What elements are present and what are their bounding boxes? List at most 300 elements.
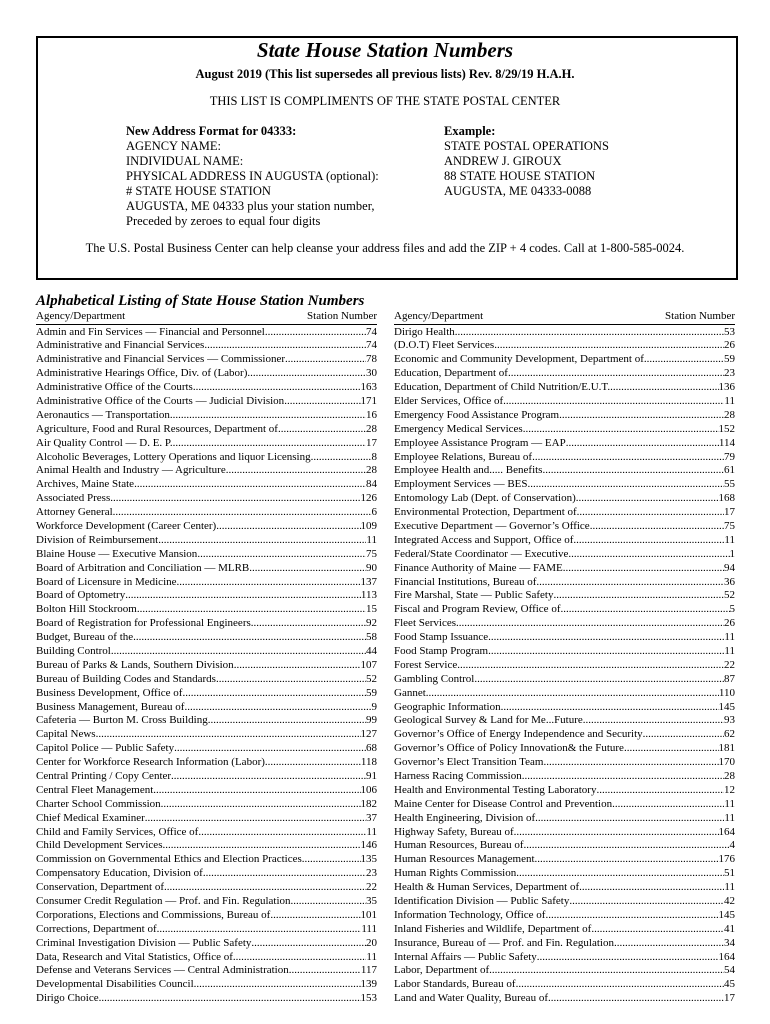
address-format-line: Preceded by zeroes to equal four digits — [126, 214, 321, 228]
agency-name: Inland Fisheries and Wildlife, Department of — [394, 922, 592, 935]
dot-leader — [542, 464, 724, 478]
listing-row — [394, 520, 735, 534]
agency-name: Charter School Commission — [36, 797, 161, 810]
station-number: 22 — [366, 881, 377, 894]
station-number: 110 — [718, 686, 735, 699]
station-number: 54 — [724, 964, 735, 977]
example-line: 88 STATE HOUSE STATION — [444, 169, 596, 183]
listing-row — [394, 367, 735, 381]
agency-name: Administrative and Financial Services — Commissioner — [36, 353, 285, 366]
column-header — [394, 309, 735, 325]
station-number: 106 — [360, 783, 377, 796]
agency-name: Air Quality Control — D. E. P. — [36, 436, 173, 449]
station-number: 126 — [360, 492, 377, 505]
station-number: 11 — [724, 394, 735, 407]
agency-name: Labor, Department of — [394, 964, 490, 977]
listing-row — [36, 881, 377, 895]
station-number: 36 — [724, 575, 735, 588]
agency-name: Education, Department of Child Nutrition/E.U.T. — [394, 381, 611, 394]
listing-row — [394, 395, 735, 409]
dot-leader — [488, 645, 724, 659]
agency-name: Information Technology, Office of — [394, 908, 546, 921]
listing-row — [394, 812, 735, 826]
agency-name: Corrections, Department of — [36, 922, 157, 935]
station-number: 23 — [724, 367, 735, 380]
dot-leader — [249, 562, 366, 576]
listing-row — [36, 451, 377, 465]
listing-row — [36, 687, 377, 701]
agency-name: Finance Authority of Maine — FAME — [394, 561, 563, 574]
station-number: 62 — [724, 728, 735, 741]
agency-name: Business Management, Bureau of — [36, 700, 185, 713]
station-number: 30 — [366, 367, 377, 380]
agency-name: Board of Optometry — [36, 589, 126, 602]
listing-row — [36, 909, 377, 923]
listing-row — [394, 576, 735, 590]
dot-leader — [624, 742, 719, 756]
station-number: 1 — [729, 547, 735, 560]
page-subtitle: August 2019 (This list supersedes all previous lists) Rev. 8/29/19 H.A.H. — [195, 67, 575, 81]
dot-leader — [99, 992, 361, 1006]
station-number: 58 — [366, 631, 377, 644]
station-number: 114 — [718, 436, 735, 449]
dot-leader — [610, 381, 718, 395]
dot-leader — [291, 895, 366, 909]
station-number: 145 — [718, 908, 735, 921]
listing-row — [394, 826, 735, 840]
listing-row — [36, 548, 377, 562]
listing-row — [36, 381, 377, 395]
example-line: AUGUSTA, ME 04333-0088 — [444, 184, 592, 198]
right-rows — [394, 326, 735, 1007]
listing-row — [394, 506, 735, 520]
listing-row — [36, 617, 377, 631]
station-number: 91 — [366, 770, 377, 782]
agency-name: Data, Research and Vital Statistics, Office of — [36, 950, 233, 963]
dot-leader — [577, 506, 724, 520]
agency-name: Entomology Lab (Dept. of Conservation) — [394, 492, 576, 505]
agency-name: Highway Safety, Bureau of — [394, 825, 514, 838]
dot-leader — [145, 812, 366, 826]
dot-leader — [614, 937, 724, 951]
listing-row — [394, 784, 735, 798]
listing-row — [36, 326, 377, 340]
station-number: 78 — [366, 353, 377, 366]
agency-name: Defense and Veterans Services — Central Administration — [36, 964, 289, 977]
agency-name: Food Stamp Issuance — [394, 631, 489, 644]
dot-leader — [161, 798, 361, 812]
agency-name: Gannet — [394, 686, 426, 699]
agency-name: Emergency Food Assistance Program — [394, 408, 560, 421]
station-number: 11 — [724, 881, 735, 894]
agency-name: Compensatory Education, Division of — [36, 867, 203, 880]
agency-name: Employment Services — BES — [394, 478, 528, 491]
station-number: 87 — [724, 672, 735, 685]
agency-name: Associated Press — [36, 492, 111, 505]
dot-leader — [194, 978, 361, 992]
agency-name: Central Fleet Management — [36, 783, 154, 796]
agency-name: Archives, Maine State — [36, 478, 135, 491]
dot-leader — [535, 853, 719, 867]
dot-leader — [576, 492, 719, 506]
agency-name: Governor’s Office of Energy Independence and Security — [394, 728, 643, 741]
station-number: 11 — [724, 631, 735, 644]
station-number: 59 — [724, 353, 735, 366]
station-number: 68 — [366, 742, 377, 755]
agency-name: Building Control — [36, 644, 111, 657]
dot-leader — [204, 339, 366, 353]
station-number: 17 — [366, 436, 377, 449]
dot-leader — [522, 770, 724, 784]
listing-row — [36, 673, 377, 687]
dot-leader — [216, 520, 360, 534]
dot-leader — [164, 881, 366, 895]
dot-leader — [573, 534, 724, 548]
station-number: 84 — [366, 478, 377, 491]
station-number: 8 — [371, 450, 377, 463]
station-number: 11 — [724, 644, 735, 657]
dot-leader — [302, 853, 361, 867]
listing-row — [36, 964, 377, 978]
station-number: 11 — [366, 825, 377, 838]
listing-row — [394, 673, 735, 687]
address-format-line: PHYSICAL ADDRESS IN AUGUSTA (optional): — [126, 169, 379, 183]
dot-leader — [566, 437, 719, 451]
agency-name: (D.O.T) Fleet Services — [394, 339, 495, 352]
station-number: 113 — [360, 589, 377, 602]
agency-name: Fire Marshal, State — Public Safety — [394, 589, 554, 602]
postal-note: The U.S. Postal Business Center can help cleanse your address files and add the ZIP + 4 codes. Call at 1-800-585-0024. — [85, 241, 685, 255]
listing-row — [394, 770, 735, 784]
address-format-line: AGENCY NAME: — [126, 139, 222, 153]
station-number: 11 — [366, 950, 377, 963]
listing-row — [36, 603, 377, 617]
dot-leader — [171, 770, 366, 784]
listing-row — [36, 423, 377, 437]
dot-leader — [524, 839, 730, 853]
listing-row — [36, 631, 377, 645]
station-number: 92 — [366, 617, 377, 630]
station-number: 117 — [360, 964, 377, 977]
station-number: 153 — [360, 992, 377, 1005]
agency-column-label: Agency/Department — [394, 310, 484, 322]
dot-leader — [251, 617, 366, 631]
station-number: 12 — [724, 783, 735, 796]
listing-row — [394, 895, 735, 909]
dot-leader — [591, 923, 724, 937]
agency-name: Center for Workforce Research Information (Labor) — [36, 756, 265, 769]
dot-leader — [216, 673, 366, 687]
listing-row — [394, 548, 735, 562]
dot-leader — [583, 714, 724, 728]
address-format-block — [126, 124, 379, 229]
listing-row — [394, 631, 735, 645]
dot-leader — [535, 812, 724, 826]
station-number: 52 — [724, 589, 735, 602]
dot-leader — [559, 409, 724, 423]
dot-leader — [170, 409, 366, 423]
agency-name: Animal Health and Industry — Agriculture — [36, 464, 226, 477]
listing-row — [394, 756, 735, 770]
listing-row — [394, 728, 735, 742]
listing-row — [394, 492, 735, 506]
station-number: 52 — [366, 672, 377, 685]
dot-leader — [162, 839, 360, 853]
listing-row — [36, 645, 377, 659]
listing-row — [36, 701, 377, 715]
station-number: 171 — [360, 394, 377, 407]
agency-name: Human Resources, Bureau of — [394, 839, 524, 852]
dot-leader — [174, 742, 366, 756]
listing-row — [394, 742, 735, 756]
dot-leader — [508, 367, 724, 381]
dot-leader — [177, 576, 361, 590]
station-number: 136 — [718, 381, 735, 394]
station-number: 51 — [724, 867, 735, 880]
agency-name: Dirigo Choice — [36, 992, 99, 1005]
dot-leader — [111, 645, 366, 659]
dot-leader — [516, 978, 724, 992]
station-number: 111 — [361, 922, 377, 935]
example-line: ANDREW J. GIROUX — [444, 154, 562, 168]
dot-leader — [596, 784, 724, 798]
listing-row — [36, 867, 377, 881]
listing-row — [394, 964, 735, 978]
agency-name: Administrative Office of the Courts — [36, 381, 193, 394]
agency-name: Emergency Medical Services — [394, 422, 523, 435]
address-format-line: AUGUSTA, ME 04333 plus your station number, — [126, 199, 375, 213]
dot-leader — [456, 617, 724, 631]
dot-leader — [193, 381, 361, 395]
listing-row — [394, 978, 735, 992]
agency-name: Identification Division — Public Safety — [394, 895, 570, 908]
agency-name: Bureau of Parks & Lands, Southern Division — [36, 658, 234, 671]
listing-row — [36, 339, 377, 353]
agency-name: Gambling Control — [394, 672, 475, 685]
agency-name: Forest Service — [394, 658, 458, 671]
agency-name: Administrative Office of the Courts — Judicial Division — [36, 394, 285, 407]
listing-row — [36, 659, 377, 673]
station-number: 163 — [360, 381, 377, 394]
agency-name: Governor’s Elect Transition Team — [394, 756, 544, 769]
station-number: 17 — [724, 992, 735, 1005]
listing-column-left — [36, 309, 377, 1006]
dot-leader — [133, 631, 366, 645]
station-number: 94 — [724, 561, 735, 574]
listing-row — [394, 409, 735, 423]
agency-name: Elder Services, Office of — [394, 394, 504, 407]
listing-row — [394, 714, 735, 728]
listing-row — [394, 562, 735, 576]
station-number: 4 — [729, 839, 735, 852]
listing-row — [394, 464, 735, 478]
station-number: 17 — [724, 506, 735, 519]
station-column-label: Station Number — [665, 310, 735, 322]
station-number: 168 — [718, 492, 735, 505]
dot-leader — [543, 756, 718, 770]
station-number: 127 — [360, 728, 377, 741]
address-format-line: INDIVIDUAL NAME: — [126, 154, 244, 168]
listing-row — [394, 423, 735, 437]
listing-row — [36, 728, 377, 742]
listing-row — [394, 867, 735, 881]
station-number: 35 — [366, 895, 377, 908]
station-number: 5 — [729, 603, 735, 616]
agency-name: Board of Arbitration and Conciliation — MLRB — [36, 561, 250, 574]
station-number: 28 — [366, 422, 377, 435]
listing-row — [36, 853, 377, 867]
dot-leader — [285, 353, 366, 367]
agency-name: Attorney General — [36, 506, 113, 519]
listing-row — [394, 923, 735, 937]
agency-name: Education, Department of — [394, 367, 508, 380]
dot-leader — [569, 895, 724, 909]
agency-name: Child and Family Services, Office of — [36, 825, 199, 838]
agency-name: Bolton Hill Stockroom — [36, 603, 137, 616]
station-number: 11 — [366, 533, 377, 546]
station-number: 16 — [366, 408, 377, 421]
dot-leader — [251, 937, 366, 951]
agency-name: Corporations, Elections and Commissions, Bureau of — [36, 908, 271, 921]
dot-leader — [182, 687, 366, 701]
station-number: 15 — [366, 603, 377, 616]
dot-leader — [590, 520, 724, 534]
listing-row — [394, 381, 735, 395]
dot-leader — [311, 451, 372, 465]
listing-row — [394, 451, 735, 465]
station-number: 22 — [724, 658, 735, 671]
listing-row — [394, 659, 735, 673]
dot-leader — [563, 562, 724, 576]
dot-leader — [579, 881, 724, 895]
station-number: 152 — [718, 422, 735, 435]
station-number: 26 — [724, 339, 735, 352]
station-number: 75 — [724, 519, 735, 532]
agency-name: Dirigo Health — [394, 325, 455, 338]
compliments-line: THIS LIST IS COMPLIMENTS OF THE STATE POSTAL CENTER — [209, 94, 561, 108]
agency-name: Cafeteria — Burton M. Cross Building — [36, 714, 208, 727]
dot-leader — [289, 964, 361, 978]
dot-leader — [157, 923, 362, 937]
agency-name: Employee Assistance Program — EAP — [394, 436, 566, 449]
station-number: 146 — [360, 839, 377, 852]
listing-row — [394, 853, 735, 867]
listing-row — [36, 992, 377, 1006]
agency-name: Capitol Police — Public Safety — [36, 742, 175, 755]
listing-row — [394, 881, 735, 895]
listing-row — [36, 437, 377, 451]
station-number: 20 — [366, 936, 377, 949]
agency-name: Division of Reimbursement — [36, 533, 159, 546]
station-number: 75 — [366, 547, 377, 560]
listing-row — [36, 895, 377, 909]
agency-name: Fiscal and Program Review, Office of — [394, 603, 561, 616]
dot-leader — [158, 534, 366, 548]
listing-row — [394, 478, 735, 492]
agency-name: Bureau of Building Codes and Standards — [36, 672, 216, 685]
dot-leader — [545, 909, 718, 923]
agency-name: Capital News — [36, 728, 96, 741]
station-number: 34 — [724, 936, 735, 949]
station-number: 93 — [724, 714, 735, 727]
dot-leader — [514, 826, 719, 840]
dot-leader — [113, 506, 372, 520]
dot-leader — [134, 478, 366, 492]
agency-name: Maine Center for Disease Control and Prevention — [394, 797, 613, 810]
station-number: 53 — [724, 325, 735, 338]
dot-leader — [203, 867, 366, 881]
listing-row — [36, 798, 377, 812]
station-number: 145 — [718, 700, 735, 713]
agency-name: Blaine House — Executive Mansion — [36, 547, 198, 560]
example-line: STATE POSTAL OPERATIONS — [444, 139, 609, 153]
listing-row — [36, 562, 377, 576]
listing-row — [394, 909, 735, 923]
station-number: 74 — [366, 325, 377, 338]
agency-name: Labor Standards, Bureau of — [394, 978, 516, 991]
dot-leader — [643, 728, 724, 742]
agency-name: Developmental Disabilities Council — [36, 978, 194, 991]
dot-leader — [96, 728, 361, 742]
listing-row — [394, 645, 735, 659]
dot-leader — [474, 673, 724, 687]
dot-leader — [553, 589, 724, 603]
dot-leader — [455, 326, 724, 340]
dot-leader — [516, 867, 724, 881]
agency-name: Alcoholic Beverages, Lottery Operations and liquor Licensing — [36, 450, 311, 463]
station-number: 90 — [366, 561, 377, 574]
agency-name: Child Development Services — [36, 839, 163, 852]
listing-row — [36, 756, 377, 770]
station-number: 28 — [724, 408, 735, 421]
station-number: 164 — [718, 825, 735, 838]
agency-name: Environmental Protection, Department of — [394, 506, 577, 519]
agency-name: Consumer Credit Regulation — Prof. and Fin. Regulation — [36, 895, 291, 908]
left-rows — [36, 326, 377, 1007]
listing-row — [36, 951, 377, 965]
agency-name: Financial Institutions, Bureau of — [394, 575, 537, 588]
dot-leader — [197, 548, 366, 562]
dot-leader — [536, 576, 724, 590]
dot-leader — [234, 659, 361, 673]
agency-name: Executive Department — Governor’s Office — [394, 519, 590, 532]
listing-row — [394, 687, 735, 701]
station-number: 44 — [366, 644, 377, 657]
agency-column-label: Agency/Department — [36, 310, 126, 322]
listing-row — [36, 839, 377, 853]
dot-leader — [284, 395, 360, 409]
station-number: 61 — [724, 464, 735, 477]
station-number: 170 — [718, 756, 735, 769]
column-header — [36, 309, 377, 325]
dot-leader — [532, 451, 724, 465]
agency-name: Aeronautics — Transportation — [36, 408, 170, 421]
agency-name: Criminal Investigation Division — Public Safety — [36, 936, 252, 949]
dot-leader — [560, 603, 729, 617]
station-number: 79 — [724, 450, 735, 463]
dot-leader — [110, 492, 360, 506]
agency-name: Federal/State Coordinator — Executive — [394, 547, 569, 560]
station-number: 118 — [360, 756, 377, 769]
example-block — [444, 124, 609, 199]
page-title: State House Station Numbers — [256, 38, 514, 62]
example-heading: Example: — [444, 124, 496, 138]
dot-leader — [270, 909, 360, 923]
dot-leader — [488, 631, 724, 645]
dot-leader — [568, 548, 729, 562]
agency-name: Internal Affairs — Public Safety — [394, 950, 537, 963]
dot-leader — [173, 437, 366, 451]
